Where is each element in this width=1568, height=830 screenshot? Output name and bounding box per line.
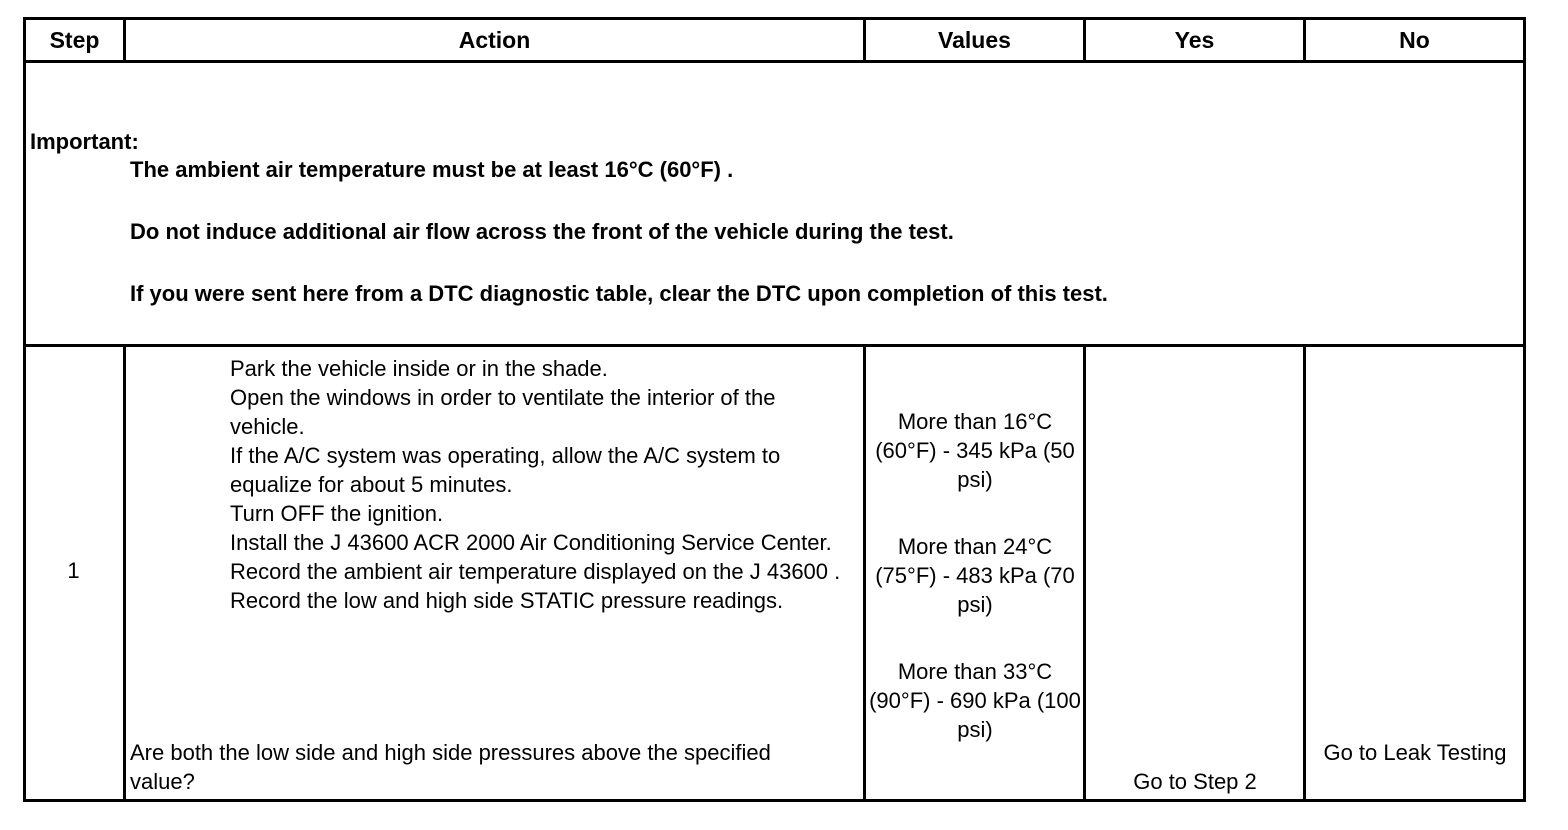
value-2: More than 24°C (75°F) - 483 kPa (70 psi) bbox=[875, 534, 1075, 617]
header-yes: Yes bbox=[1174, 26, 1215, 53]
diagnostic-table bbox=[23, 17, 1526, 802]
header-separator bbox=[23, 60, 1526, 63]
table-border-right bbox=[1523, 17, 1526, 802]
important-separator bbox=[23, 344, 1526, 347]
no-result: Go to Leak Testing bbox=[1323, 740, 1507, 765]
important-line-2: Do not induce additional air flow across the front of the vehicle during the test. bbox=[130, 219, 954, 244]
col-sep-row-4 bbox=[1303, 344, 1306, 802]
table-border-bottom bbox=[23, 799, 1526, 802]
action-steps-list bbox=[230, 354, 855, 615]
list-item: If the A/C system was operating, allow the A/C system to equalize for about 5 minutes. bbox=[230, 443, 781, 497]
yes-result: Go to Step 2 bbox=[1133, 769, 1257, 794]
list-item: Install the J 43600 ACR 2000 Air Conditioning Service Center. bbox=[230, 530, 832, 555]
value-3: More than 33°C (90°F) - 690 kPa (100 psi) bbox=[869, 659, 1081, 742]
list-item: Park the vehicle inside or in the shade. bbox=[230, 356, 608, 381]
list-item: Record the low and high side STATIC pressure readings. bbox=[230, 588, 784, 613]
header-step: Step bbox=[49, 26, 100, 53]
header-action: Action bbox=[458, 26, 531, 53]
list-item: Turn OFF the ignition. bbox=[230, 501, 444, 526]
header-no: No bbox=[1399, 26, 1430, 53]
important-line-1: The ambient air temperature must be at least 16°C (60°F) . bbox=[130, 157, 734, 182]
list-item: Record the ambient air temperature displayed on the J 43600 . bbox=[230, 559, 841, 584]
value-1: More than 16°C (60°F) - 345 kPa (50 psi) bbox=[875, 409, 1075, 492]
table-border-left bbox=[23, 17, 26, 802]
step-number: 1 bbox=[67, 558, 80, 583]
action-question: Are both the low side and high side pressures above the specified value? bbox=[130, 740, 771, 794]
important-label: Important: bbox=[30, 129, 139, 154]
header-values: Values bbox=[938, 26, 1011, 53]
important-line-3: If you were sent here from a DTC diagnostic table, clear the DTC upon completion of this test. bbox=[130, 281, 1108, 306]
list-item: Open the windows in order to ventilate the interior of the vehicle. bbox=[230, 385, 776, 439]
